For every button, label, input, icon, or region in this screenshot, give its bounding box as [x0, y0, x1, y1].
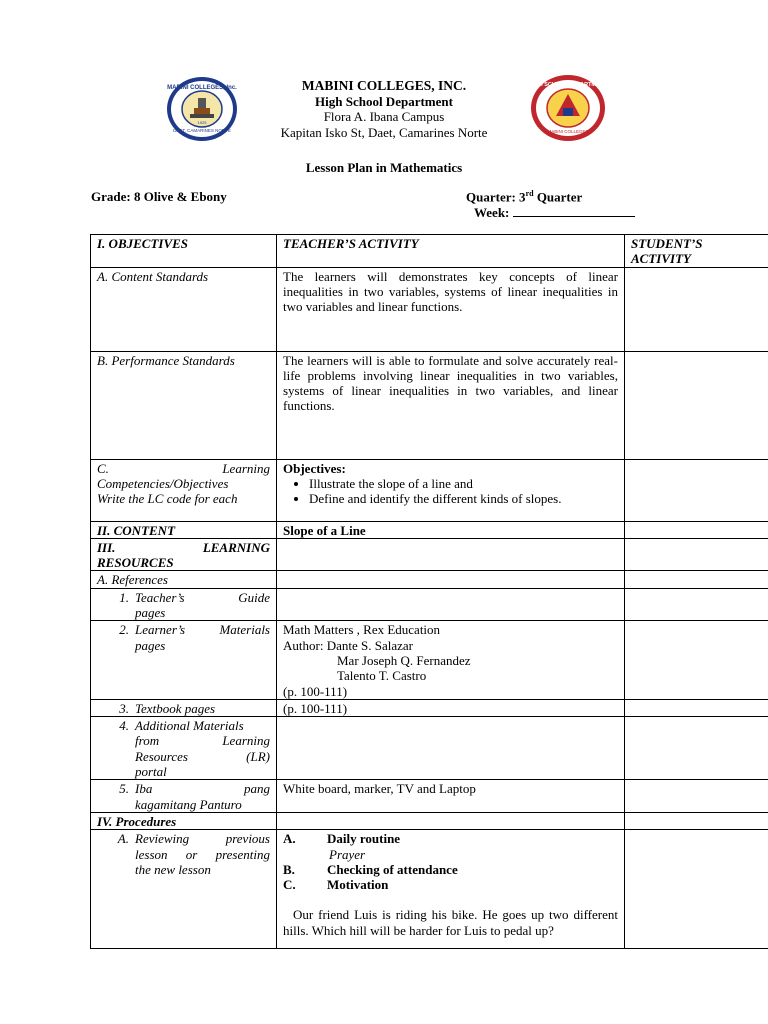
learning-resources-row	[91, 538, 768, 571]
student-activity-header: STUDENT’S ACTIVITY	[625, 235, 768, 268]
objectives-header: I. OBJECTIVES	[91, 235, 277, 268]
learners-materials-label: 2. Learner’s Materials pages	[91, 621, 277, 699]
procedures-row	[91, 812, 768, 829]
learning-resources-label: III. LEARNING RESOURCES	[91, 538, 277, 571]
reviewing-row	[91, 830, 768, 949]
textbook-label: 3. Textbook pages	[91, 699, 277, 716]
competencies-row	[91, 459, 768, 521]
objectives-cell	[277, 459, 625, 521]
table-header-row	[91, 235, 768, 268]
student-cell	[625, 459, 768, 521]
list-item: • Illustrate the slope of a line and	[309, 476, 618, 491]
reviewing-label: A. Reviewing previous lesson or presenting the new lesson	[91, 830, 277, 949]
svg-text:MABINI COLLEGES, Inc.: MABINI COLLEGES, Inc.	[167, 85, 237, 91]
performance-standards-label: B. Performance Standards	[91, 351, 277, 459]
lesson-plan-title: Lesson Plan in Mathematics	[305, 160, 463, 175]
iba-pang-kagamitang-label: 5. Iba pang kagamitang Panturo	[91, 780, 277, 813]
performance-standards-row	[91, 351, 768, 459]
iba-pang-kagamitang-row	[91, 780, 768, 813]
content-standards-row	[91, 267, 768, 351]
student-cell	[625, 699, 768, 716]
competencies-label: C. Learning Competencies/Objectives Write the LC code for each	[91, 459, 277, 521]
student-cell	[625, 538, 768, 571]
performance-standards-text: The learners will is able to formulate and solve accurately real-life problems involving linear inequalities in two variables, systems of linear inequalities in two variables, and linear functions.	[277, 351, 625, 459]
learners-materials-text: Math Matters , Rex Education Author: Dante S. Salazar Mar Joseph Q. Fernandez Talento T. Castro (p. 100-111)	[277, 621, 625, 699]
teacher-activity-header: TEACHER’S ACTIVITY	[277, 235, 625, 268]
svg-text:MABINI COLLEGES: MABINI COLLEGES	[547, 129, 589, 134]
student-cell	[625, 780, 768, 813]
procedures-label: IV. Procedures	[91, 812, 277, 829]
student-cell	[625, 351, 768, 459]
student-cell	[625, 588, 768, 621]
svg-text:HIGH SCHOOL DEPARTMENT: HIGH SCHOOL DEPARTMENT	[530, 82, 606, 88]
iba-pang-kagamitang-text: White board, marker, TV and Laptop	[277, 780, 625, 813]
department-name: High School Department	[315, 93, 453, 109]
references-row	[91, 571, 768, 588]
reviewing-activity: A. Daily routine Prayer B. Checking of attendance C. Motivation Our friend Luis is riding his bike. He goes up two different hills. Which hill will be harder for Luis to pedal up?	[277, 830, 625, 949]
content-row	[91, 521, 768, 538]
grade-label: Grade: 8 Olive & Ebony	[91, 189, 227, 204]
week-blank-line	[513, 204, 635, 217]
list-item: • Define and identify the different kinds of slopes.	[309, 491, 618, 506]
content-standards-text: The learners will demonstrates key concepts of linear inequalities in two variables, systems of linear inequalities in two variables and linear functions.	[277, 267, 625, 351]
student-cell	[625, 621, 768, 699]
quarter-label: Quarter: 3rd Quarter	[466, 189, 583, 205]
week-label: Week:	[474, 204, 635, 221]
svg-text:1925: 1925	[197, 120, 207, 125]
student-cell	[625, 812, 768, 829]
student-cell	[625, 717, 768, 780]
learners-materials-row	[91, 621, 768, 699]
motivation-text: Our friend Luis is riding his bike. He goes up two different hills. Which hill will be harder for Luis to pedal up?	[283, 907, 618, 938]
content-standards-label: A. Content Standards	[91, 267, 277, 351]
textbook-row	[91, 699, 768, 716]
student-cell	[625, 571, 768, 588]
campus-name: Flora A. Ibana Campus	[323, 109, 445, 124]
additional-materials-row	[91, 717, 768, 780]
content-label: II. CONTENT	[91, 521, 277, 538]
school-name: MABINI COLLEGES, INC.	[301, 78, 467, 93]
student-cell	[625, 830, 768, 949]
student-cell	[625, 267, 768, 351]
teachers-guide-label: 1. Teacher’s Guide pages	[91, 588, 277, 621]
objectives-heading: Objectives:	[283, 460, 346, 476]
school-header	[0, 78, 768, 140]
lesson-plan-table	[90, 234, 768, 949]
additional-materials-label: 4. Additional Materials from Learning Resources (LR) portal	[91, 717, 277, 780]
textbook-text: (p. 100-111)	[277, 699, 625, 716]
content-text: Slope of a Line	[277, 521, 625, 538]
school-address: Kapitan Isko St, Daet, Camarines Norte	[280, 124, 488, 140]
student-cell	[625, 521, 768, 538]
svg-text:DAET, CAMARINES NORTE: DAET, CAMARINES NORTE	[173, 128, 231, 133]
references-label: A. References	[91, 571, 277, 588]
teachers-guide-row	[91, 588, 768, 621]
